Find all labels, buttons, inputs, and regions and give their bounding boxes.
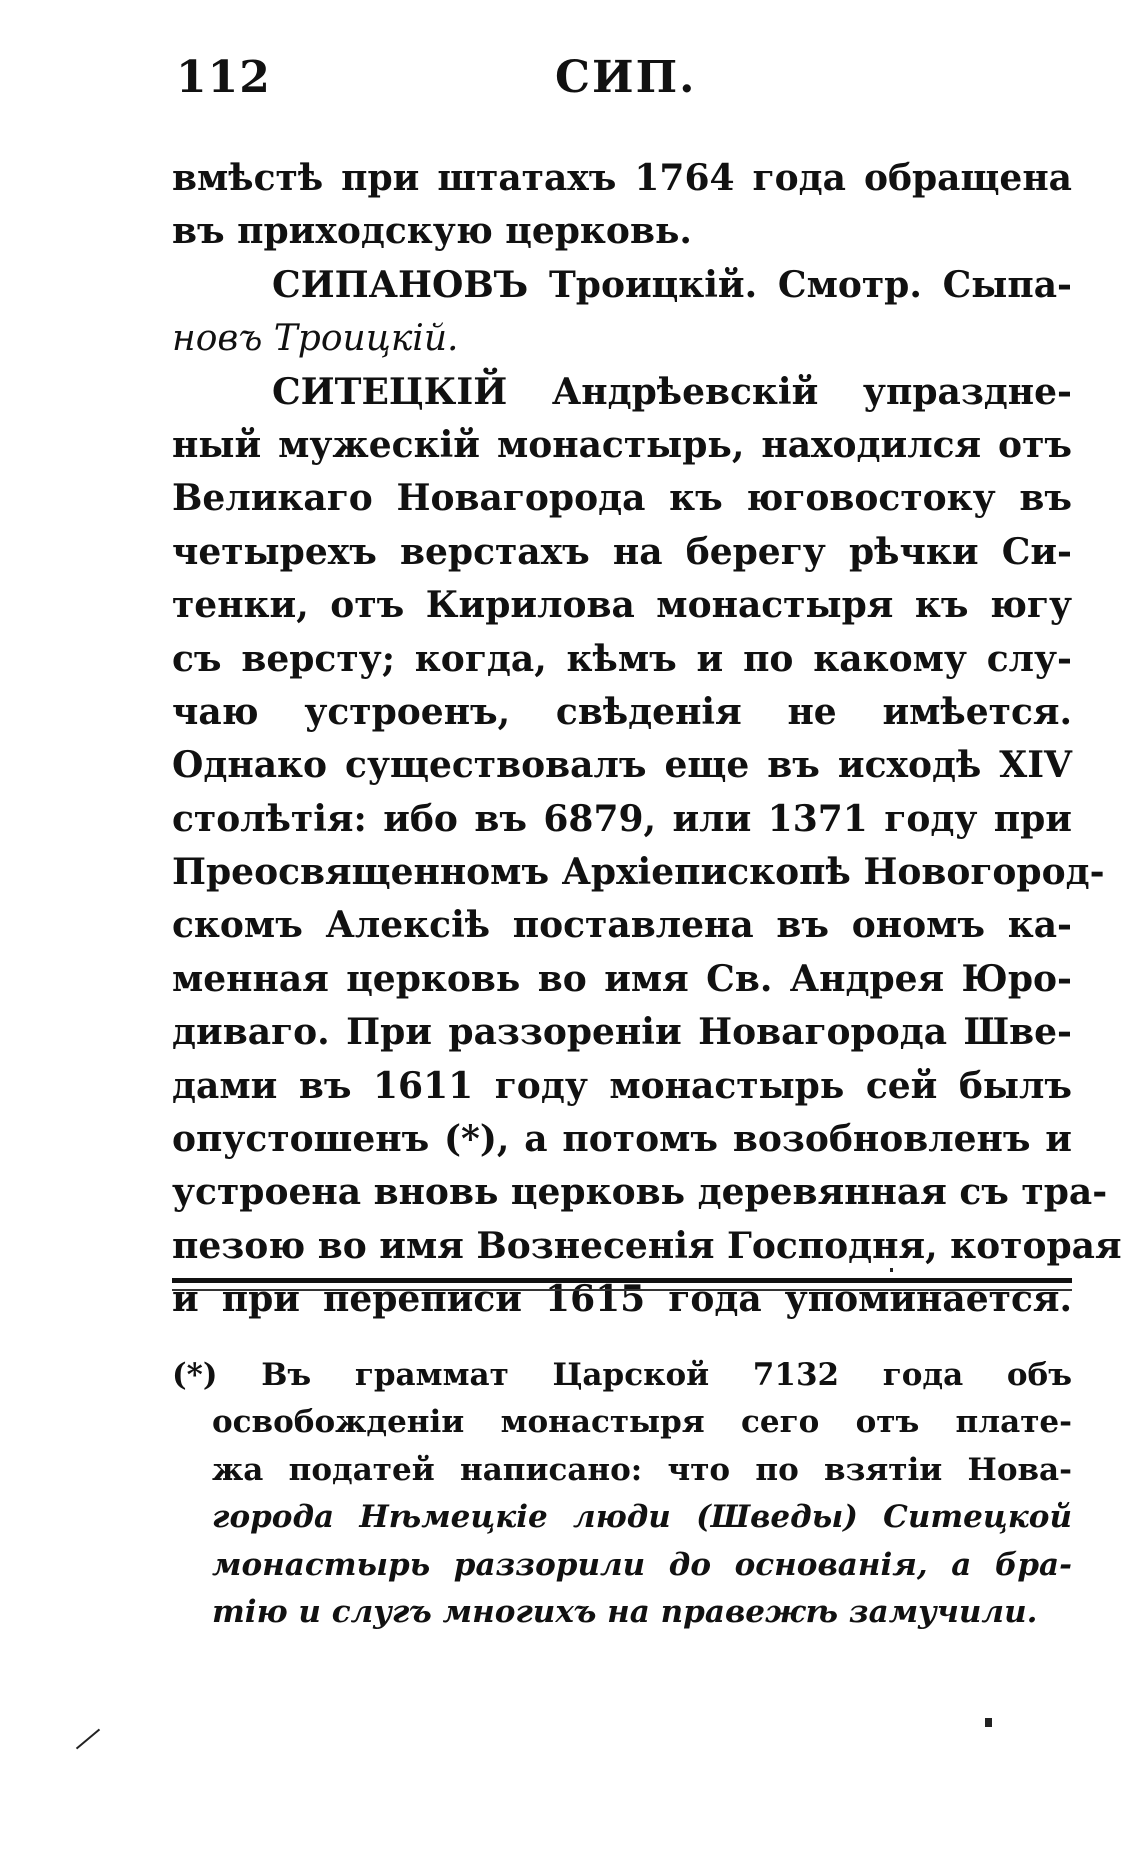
text-line: опустошенъ (*), а потомъ возобновленъ и: [172, 1118, 1072, 1161]
footnote-line: монастырь раззорили до основанiя, а бра-: [212, 1546, 1072, 1583]
text-line: пезою во имя Вознесенiя Господня, которая: [172, 1224, 1122, 1267]
text-line: Преосвященномъ Архiепископѣ Новогород-: [172, 851, 1105, 894]
text-line: вмѣстѣ при штатахъ 1764 года обращена: [172, 157, 1072, 199]
text-line: дами въ 1611 году монастырь сей былъ: [172, 1064, 1072, 1107]
footnote-divider-thin: [172, 1289, 1072, 1291]
text-line: новъ Троицкiй.: [172, 318, 459, 360]
footnote-line: жа податей написано: что по взятiи Нова-: [212, 1451, 1072, 1488]
text-line: четырехъ верстахъ на берегу рѣчки Си-: [172, 530, 1072, 573]
page-header: [0, 52, 1140, 112]
footnote: [172, 1352, 1072, 1636]
scan-speck: [890, 1268, 893, 1272]
text-line: устроена вновь церковь деревянная съ тра-: [172, 1171, 1108, 1214]
text-line: ный мужескiй монастырь, находился отъ: [172, 423, 1072, 466]
text-line: Великаго Новагорода къ юговостоку въ: [172, 477, 1072, 520]
footnote-line: города Нѣмецкiе люди (Шведы) Ситецкой: [212, 1499, 1072, 1536]
text-line: менная церковь во имя Св. Андрея Юро-: [172, 957, 1072, 1000]
page-number: 112: [176, 52, 271, 103]
scan-speck: [985, 1718, 992, 1727]
footnote-divider: [172, 1278, 1072, 1283]
text-line: столѣтiя: ибо въ 6879, или 1371 году при: [172, 797, 1072, 840]
text-line: диваго. При раззоренiи Новагорода Шве-: [172, 1011, 1072, 1054]
footnote-line: (*) Въ граммат Царской 7132 года объ: [172, 1357, 1072, 1393]
text-line: тенки, отъ Кирилова монастыря къ югу: [172, 584, 1072, 627]
text-line: СИТЕЦКIЙ Андрѣевскiй упраздне-: [272, 370, 1072, 413]
running-head: СИП.: [555, 52, 697, 103]
footnote-line: тiю и слугъ многихъ на правежѣ замучили.: [212, 1593, 1038, 1630]
text-line: Однако существовалъ еще въ исходѣ XIV: [172, 744, 1072, 787]
scan-speck: [76, 1729, 100, 1750]
text-line: съ версту; когда, кѣмъ и по какому слу-: [172, 637, 1072, 680]
text-line: скомъ Алексiѣ поставлена въ ономъ ка-: [172, 904, 1072, 947]
text-line: и при переписи 1615 года упоминается.: [172, 1278, 1072, 1321]
text-line: въ приходскую церковь.: [172, 210, 692, 253]
text-line: чаю устроенъ, свѣденiя не имѣется.: [172, 690, 1072, 733]
main-text: [172, 152, 1122, 1327]
footnote-line: освобожденiи монастыря сего отъ плате-: [212, 1404, 1072, 1441]
text-line: СИПАНОВЪ Троицкiй. Смотр. Сыпа-: [272, 263, 1072, 306]
